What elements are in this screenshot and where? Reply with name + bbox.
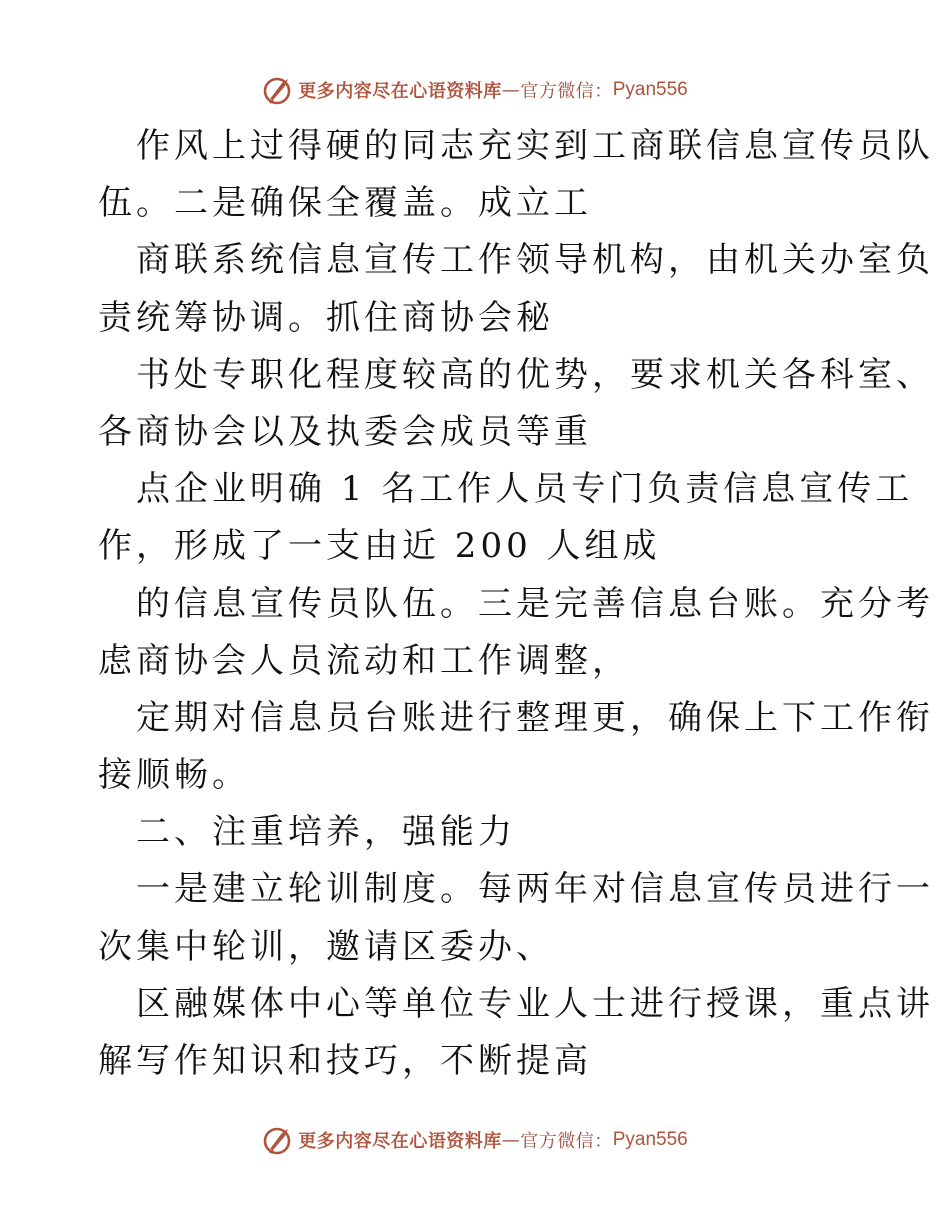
text-line: 解写作知识和技巧，不断提高	[98, 1041, 592, 1081]
quill-pen-circle-icon	[262, 1124, 294, 1156]
quill-pen-circle-icon	[262, 74, 294, 106]
text-line: 区融媒体中心等单位专业人士进行授课，重点讲	[136, 983, 934, 1024]
text-line: 接顺畅。	[98, 755, 250, 796]
text-line: 的信息宣传员队伍。三是完善信息台账。充分考	[136, 583, 934, 624]
watermark-dash: —	[501, 1129, 521, 1151]
watermark-dash: —	[501, 79, 521, 101]
footer-watermark	[0, 1123, 950, 1157]
text-line: 定期对信息员台账进行整理更，确保上下工作衔	[136, 697, 934, 738]
text-line: 作风上过得硬的同志充实到工商联信息宣传员队	[136, 126, 934, 166]
text-line: 二、注重培养，强能力	[136, 812, 516, 853]
watermark-handle: Pyan556	[612, 79, 688, 100]
text-line: 责统筹协调。抓住商协会秘	[98, 297, 554, 338]
watermark-site-name: 更多内容尽在心语资料库	[298, 1131, 502, 1152]
watermark-wechat-label: 官方微信：	[520, 1131, 613, 1152]
watermark-wechat-label: 官方微信：	[520, 81, 613, 102]
text-line: 一是建立轮训制度。每两年对信息宣传员进行一	[136, 869, 934, 910]
text-line: 商联系统信息宣传工作领导机构，由机关办室负	[136, 240, 934, 281]
text-line: 伍。二是确保全覆盖。成立工	[98, 183, 592, 224]
text-line: 虑商协会人员流动和工作调整，	[98, 640, 630, 681]
watermark-site-name: 更多内容尽在心语资料库	[298, 81, 502, 102]
text-line: 书处专职化程度较高的优势，要求机关各科室、	[136, 354, 934, 395]
text-line: 各商协会以及执委会成员等重	[98, 411, 592, 452]
watermark-handle: Pyan556	[612, 1129, 688, 1150]
text-line: 作，形成了一支由近 200 人组成	[98, 526, 661, 567]
text-line: 点企业明确 1 名工作人员专门负责信息宣传工	[136, 469, 914, 510]
text-line: 次集中轮训，邀请区委办、	[98, 926, 554, 967]
header-watermark	[0, 73, 950, 107]
document-body	[98, 118, 934, 1090]
